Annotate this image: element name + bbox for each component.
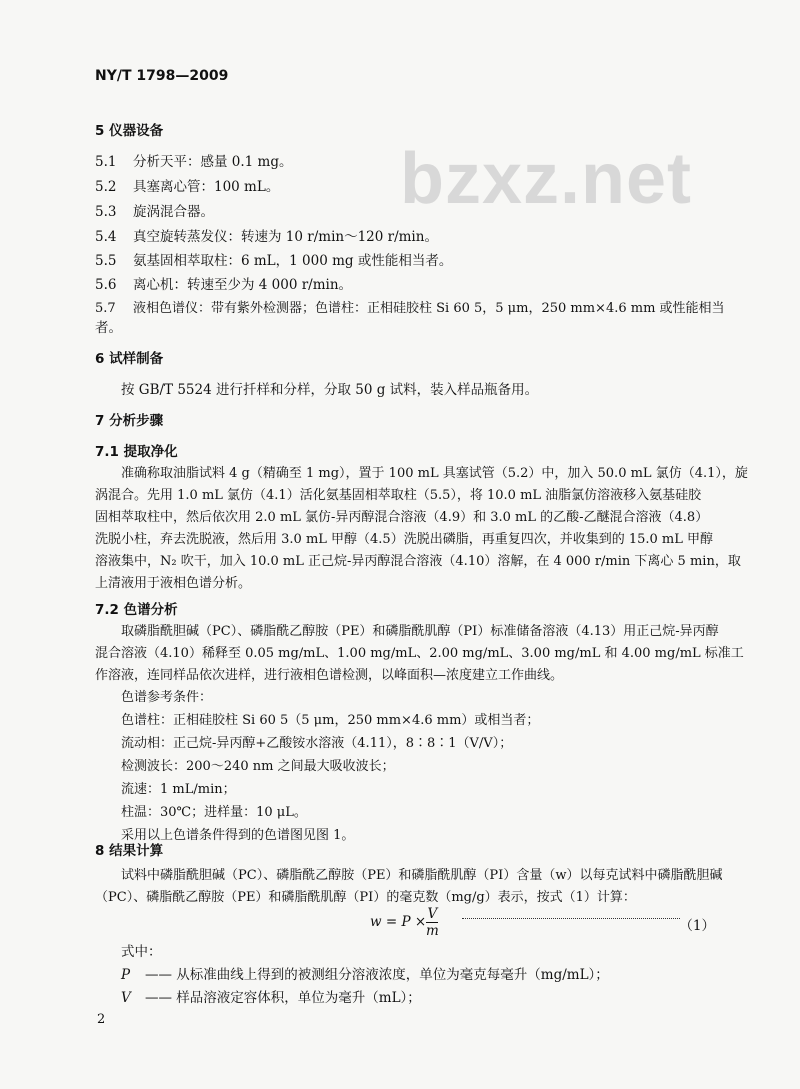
s71-line-6: 上清液用于液相色谱分析。	[95, 576, 252, 591]
section-5-title: 5 仪器设备	[95, 123, 164, 139]
s71-line-3: 固相萃取柱中，然后依次用 2.0 mL 氯仿-异丙醇混合溶液（4.9）和 3.0 mL 的乙酸-乙醚混合溶液（4.8）	[95, 510, 709, 525]
item-5-6: 5.6 离心机：转速至少为 4 000 r/min。	[95, 277, 353, 293]
section-6-text: 按 GB/T 5524 进行扦样和分样，分取 50 g 试料，装入样品瓶备用。	[121, 382, 539, 398]
s71-line-5: 溶液集中，N₂ 吹干，加入 10.0 mL 正己烷-异丙醇混合溶液（4.10）溶解，在 4 000 r/min 下离心 5 min，取	[95, 554, 741, 569]
formula-fraction	[426, 906, 439, 939]
watermark: bzxz.net	[400, 139, 693, 219]
section-7-2-title: 7.2 色谱分析	[95, 602, 178, 618]
where-label: 式中：	[121, 944, 162, 960]
def-v: V —— 样品溶液定容体积，单位为毫升（mL）；	[121, 990, 421, 1006]
section-6-title: 6 试样制备	[95, 351, 164, 367]
section-7-1-title: 7.1 提取净化	[95, 444, 178, 460]
section-7-title: 7 分析步骤	[95, 413, 164, 429]
s72-line-1: 取磷脂酰胆碱（PC）、磷脂酰乙醇胺（PE）和磷脂酰肌醇（PI）标准储备溶液（4.13）用正己烷-异丙醇	[121, 624, 719, 639]
formula-numerator: V	[427, 906, 438, 922]
s72-line-10: 采用以上色谱条件得到的色谱图见图 1。	[121, 828, 355, 843]
standard-header: NY/T 1798—2009	[95, 68, 229, 84]
s72-line-4: 色谱参考条件：	[121, 690, 213, 705]
formula-denominator: m	[426, 923, 439, 939]
s72-line-9: 柱温：30℃；进样量：10 μL。	[121, 805, 307, 820]
item-5-5: 5.5 氨基固相萃取柱：6 mL，1 000 mg 或性能相当者。	[95, 253, 453, 269]
item-5-7-cont: 者。	[95, 320, 122, 336]
s72-line-8: 流速：1 mL/min；	[121, 782, 236, 797]
item-5-7: 5.7 液相色谱仪：带有紫外检测器；色谱柱：正相硅胶柱 Si 60 5，5 μm，250 mm×4.6 mm 或性能相当	[95, 301, 725, 316]
equation-number: （1）	[679, 918, 715, 934]
item-5-1: 5.1 分析天平：感量 0.1 mg。	[95, 154, 293, 170]
s8-line-2: （PC）、磷脂酰乙醇胺（PE）和磷脂酰肌醇（PI）的毫克数（mg/g）表示，按式（1）计算：	[95, 890, 636, 905]
item-5-3: 5.3 旋涡混合器。	[95, 204, 214, 220]
item-5-2: 5.2 具塞离心管：100 mL。	[95, 179, 280, 195]
page-number: 2	[97, 1012, 106, 1027]
s8-line-1: 试料中磷脂酰胆碱（PC）、磷脂酰乙醇胺（PE）和磷脂酰肌醇（PI）含量（w）以每克试料中磷脂酰胆碱	[121, 868, 723, 883]
def-p: P —— 从标准曲线上得到的被测组分溶液浓度，单位为毫克每毫升（mg/mL）；	[121, 967, 609, 983]
s72-line-5: 色谱柱：正相硅胶柱 Si 60 5（5 μm，250 mm×4.6 mm）或相当者；	[121, 713, 540, 728]
s71-line-4: 洗脱小柱，弃去洗脱液，然后用 3.0 mL 甲醇（4.5）洗脱出磷脂，再重复四次，并收集到的 15.0 mL 甲醇	[95, 532, 714, 547]
s72-line-7: 检测波长：200～240 nm 之间最大吸收波长；	[121, 759, 395, 774]
s72-line-3: 作溶液，连同样品依次进样，进行液相色谱检测，以峰面积—浓度建立工作曲线。	[95, 668, 564, 683]
item-5-4: 5.4 真空旋转蒸发仪：转速为 10 r/min～120 r/min。	[95, 229, 438, 245]
formula-leader-dots	[462, 918, 680, 919]
section-8-title: 8 结果计算	[95, 843, 164, 859]
s71-line-1: 准确称取油脂试料 4 g（精确至 1 mg），置于 100 mL 具塞试管（5.2）中，加入 50.0 mL 氯仿（4.1），旋	[121, 466, 748, 481]
s72-line-6: 流动相：正己烷-异丙醇+乙酸铵水溶液（4.11），8∶8∶1（V/V）；	[121, 736, 513, 751]
s72-line-2: 混合溶液（4.10）稀释至 0.05 mg/mL、1.00 mg/mL、2.00 mg/mL、3.00 mg/mL 和 4.00 mg/mL 标准工	[95, 646, 744, 661]
s71-line-2: 涡混合。先用 1.0 mL 氯仿（4.1）活化氨基固相萃取柱（5.5），将 10.0 mL 油脂氯仿溶液移入氨基硅胶	[95, 488, 702, 503]
formula-lhs: w = P ×	[370, 914, 427, 930]
